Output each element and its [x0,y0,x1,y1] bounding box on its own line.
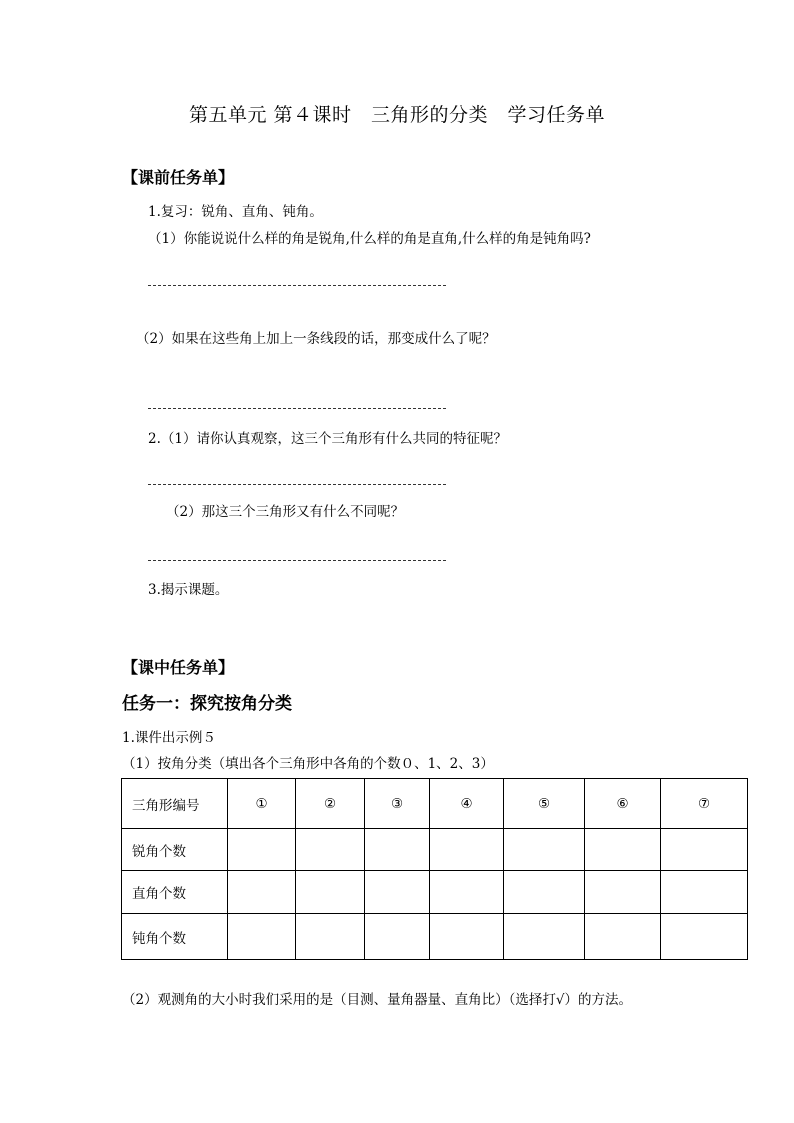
header-cell: ⑦ [661,779,748,829]
answer-cell[interactable] [661,829,748,871]
answer-line-1[interactable] [148,285,446,286]
answer-cell[interactable] [296,871,365,914]
header-cell: ① [228,779,296,829]
answer-line-4[interactable] [148,560,446,561]
angle-classification-table [121,778,748,960]
answer-line-2[interactable] [148,408,446,409]
question-1-2: （2）如果在这些角上加上一条线段的话，那变成什么了呢？ [136,331,496,347]
answer-cell[interactable] [228,914,296,960]
row-label: 锐角个数 [122,829,228,871]
item-1: 1.课件出示例５ [122,730,216,746]
header-cell: ④ [430,779,504,829]
question-1: 1.复习：锐角、直角、钝角。 [148,204,323,220]
answer-cell[interactable] [585,871,661,914]
question-1-1: （1）你能说说什么样的角是锐角,什么样的角是直角,什么样的角是钝角吗? [148,231,591,247]
table-row [122,914,748,960]
answer-cell[interactable] [430,829,504,871]
page-title: 第五单元 第４课时 三角形的分类 学习任务单 [188,104,606,126]
table-row [122,871,748,914]
pre-class-heading: 【课前任务单】 [122,168,235,187]
header-cell: ③ [365,779,430,829]
row-label: 钝角个数 [122,914,228,960]
answer-cell[interactable] [504,829,585,871]
answer-cell[interactable] [430,871,504,914]
table-header-row [122,779,748,829]
answer-cell[interactable] [504,871,585,914]
answer-cell[interactable] [504,914,585,960]
answer-cell[interactable] [585,829,661,871]
in-class-heading: 【课中任务单】 [122,658,235,677]
question-2-1: 2.（1）请你认真观察，这三个三角形有什么共同的特征呢？ [148,431,507,447]
row-label: 直角个数 [122,871,228,914]
table-row [122,829,748,871]
answer-cell[interactable] [585,914,661,960]
answer-cell[interactable] [661,914,748,960]
answer-cell[interactable] [430,914,504,960]
item-1-2: （2）观测角的大小时我们采用的是（目测、量角器量、直角比）（选择打√）的方法。 [122,992,632,1008]
header-cell: ⑥ [585,779,661,829]
header-cell: 三角形编号 [122,779,228,829]
answer-cell[interactable] [228,829,296,871]
answer-cell[interactable] [296,829,365,871]
header-cell: ② [296,779,365,829]
item-1-1: （1）按角分类（填出各个三角形中各角的个数０、1、2、3） [122,756,494,772]
question-3: 3.揭示课题。 [148,582,229,598]
answer-cell[interactable] [365,829,430,871]
answer-cell[interactable] [296,914,365,960]
answer-cell[interactable] [661,871,748,914]
task-1-heading: 任务一：探究按角分类 [122,694,292,714]
answer-cell[interactable] [365,914,430,960]
question-2-2: （2）那这三个三角形又有什么不同呢？ [166,504,405,520]
header-cell: ⑤ [504,779,585,829]
answer-cell[interactable] [365,871,430,914]
answer-line-3[interactable] [148,484,446,485]
answer-cell[interactable] [228,871,296,914]
